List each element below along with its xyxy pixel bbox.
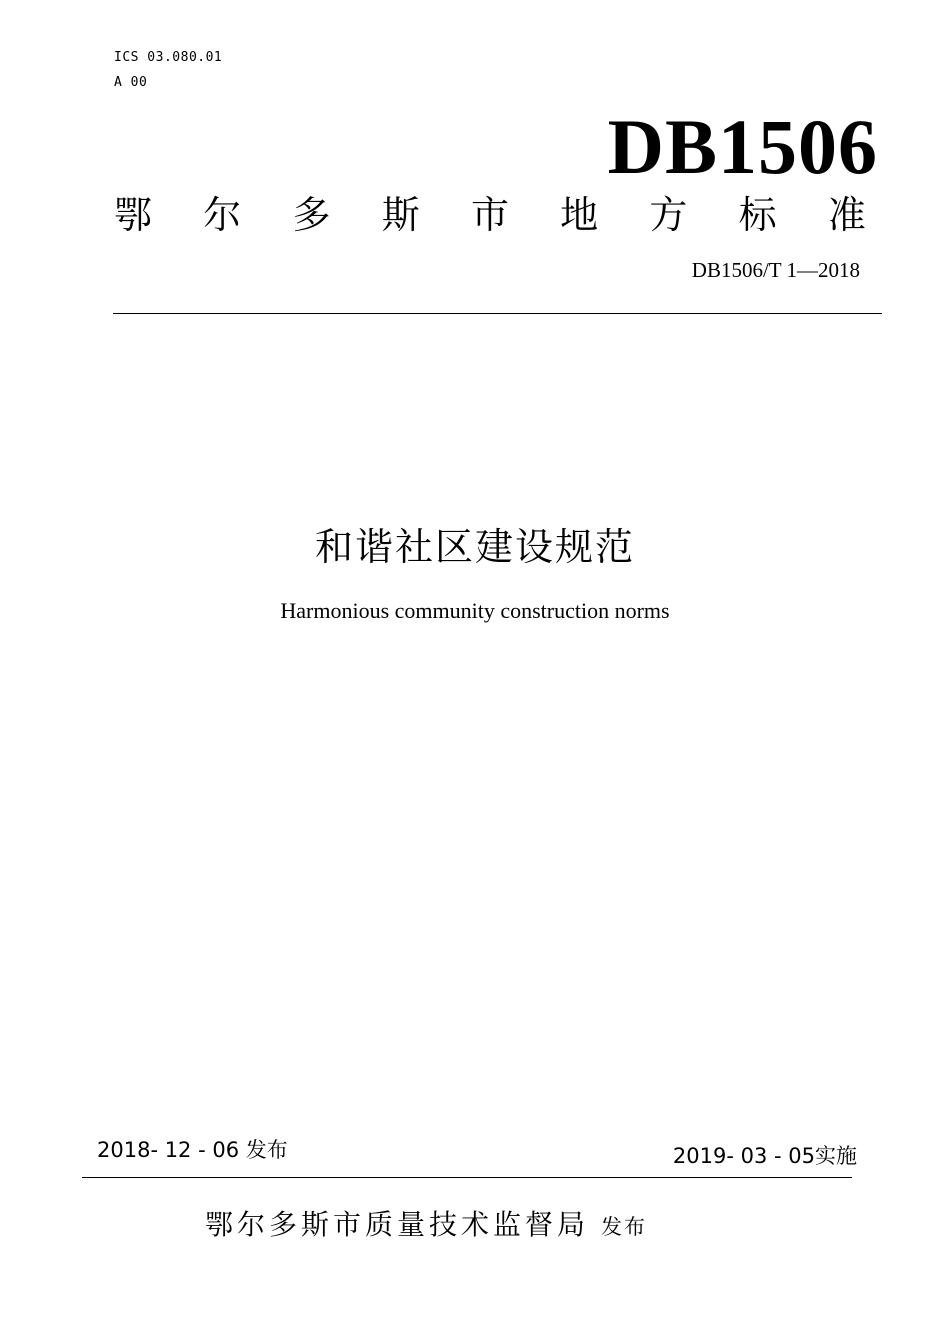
standard-code: DB1506 [607,103,878,190]
issuer-suffix: 发布 [601,1215,648,1239]
ccs-code: A 00 [114,75,148,90]
standard-number: DB1506/T 1—2018 [691,258,860,282]
standard-type-char: 尔 [203,193,242,237]
standard-type-char: 鄂 [114,193,153,237]
implementation-date: 2019- 03 - 05实施 [672,1144,857,1168]
issue-date: 2018- 12 - 06 发布 [97,1138,288,1162]
standard-type-char: 多 [292,193,331,237]
standard-type-char: 斯 [381,193,420,237]
document-title-en: Harmonious community construction norms [280,598,670,623]
issuer [205,1203,647,1243]
document-title-zh: 和谐社区建设规范 [314,525,635,569]
standard-type-char: 标 [738,193,777,237]
footer-divider [82,1177,852,1178]
standard-type [114,193,866,237]
issuer-name: 鄂尔多斯市质量技术监督局 [205,1208,590,1241]
standard-type-char: 准 [827,193,866,237]
standard-type-char: 市 [470,193,509,237]
header-divider [113,313,882,314]
standard-type-char: 地 [560,193,599,237]
standard-type-char: 方 [649,193,688,237]
ics-code: ICS 03.080.01 [114,50,223,65]
